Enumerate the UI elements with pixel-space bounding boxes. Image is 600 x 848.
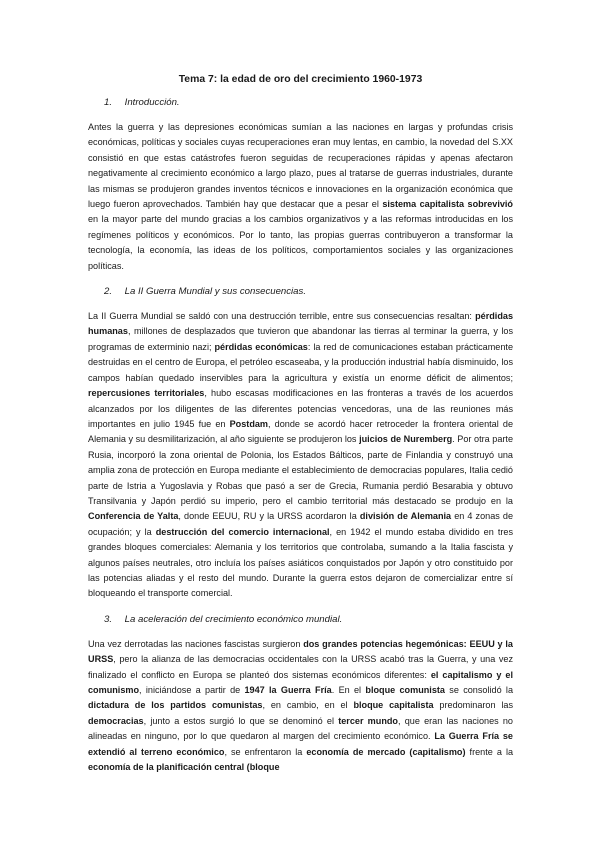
section-number: 2. <box>104 286 113 298</box>
bold-text-run: tercer mundo <box>338 715 398 726</box>
text-run: . Por otra parte Rusia, incorporó la zona oriental de Polonia, los Estados Bálticos, parte de Finlandia y construyó una amplia zona de protección en Europa mediante el establecimiento de democracias populares, Italia cedió parte de Istria a Yugoslavia y Robas que pasó a ser de Grecia, Rumania perdió Besarabia y obtuvo Transilvania y Japón perdió su imperio, pero el cambio territorial más destacado se produjo en la <box>88 434 514 506</box>
section-heading-text: La aceleración del crecimiento económico mundial. <box>124 613 343 625</box>
text-run: se consolidó la <box>444 685 514 695</box>
section-heading-text: La II Guerra Mundial y sus consecuencias. <box>124 286 306 298</box>
text-run: . En el <box>331 685 366 695</box>
bold-text-run: democracias <box>88 715 144 726</box>
bold-text-run: el capitalismo y el comunismo <box>88 669 513 695</box>
section-heading-text: Introducción. <box>124 97 180 108</box>
bold-text-run: bloque comunista <box>365 685 445 695</box>
text-run: , donde se acordó hacer retroceder la frontera oriental de Alemania y su desmilitarización, al año siguiente se produjeron los <box>88 418 514 445</box>
section-segunda-guerra-mundial <box>88 286 513 602</box>
bold-text-run: división de Alemania <box>359 511 452 522</box>
text-run: , donde EEUU, RU y la URSS acordaron la <box>178 511 360 522</box>
bold-text-run: Postdam <box>229 418 269 429</box>
text-run: Una vez derrotadas las naciones fascistas surgieron <box>88 638 304 649</box>
section-aceleracion-crecimiento <box>88 614 513 776</box>
bold-text-run: pérdidas económicas <box>214 341 308 352</box>
text-run: frente a la <box>465 746 514 757</box>
text-run: en 4 zonas de ocupación; y la <box>88 511 514 537</box>
text-run: La II Guerra Mundial se saldó con una destrucción terrible, entre sus consecuencias resaltan: <box>88 311 476 322</box>
bold-text-run: Conferencia de Yalta <box>88 511 179 522</box>
section-introduccion <box>88 97 513 274</box>
document-title: Tema 7: la edad de oro del crecimiento 1960-1973 <box>178 74 423 85</box>
bold-text-run: economía de mercado (capitalismo) <box>306 746 466 757</box>
bold-text-run: 1947 la Guerra Fría <box>244 685 332 695</box>
section-heading <box>104 614 513 625</box>
bold-text-run: economía de la planificación central (bloque <box>88 762 280 773</box>
text-run: en la mayor parte del mundo gracias a los cambios organizativos y a las reformas introducidas en los regímenes políticos y económicos. Por lo tanto, las propias guerras contribuyeron a transformar la tecnología, la economía, las ideas de los políticos, comportamientos sociales y las organizaciones políticas. <box>88 214 513 271</box>
text-run: , en cambio, en el <box>262 700 354 711</box>
bold-text-run: sistema capitalista sobrevivió <box>382 199 513 210</box>
text-run: , que eran las naciones no alineadas en ninguno, por lo que quedaron al margen del crecimiento económico. <box>88 715 513 742</box>
section-paragraph <box>88 637 513 776</box>
section-heading <box>104 97 513 108</box>
section-heading <box>104 286 513 297</box>
text-run: , hubo escasas modificaciones en las fronteras a través de los acuerdos alcanzados por los diligentes de las diferentes potencias vencedoras, una de las reuniones más importantes en julio 1945 fue en <box>88 388 514 429</box>
text-run: , se enfrentaron la <box>224 746 307 757</box>
text-run: : la red de comunicaciones estaban prácticamente destruidas en el centro de Europa, el petróleo escaseaba, y la producción industrial había disminuido, los campos habían quedado inservibles para la agricultura y existía un enorme déficit de alimentos; <box>88 341 513 383</box>
bold-text-run: juicios de Nuremberg <box>359 434 453 445</box>
text-run: Antes la guerra y las depresiones económicas sumían a las naciones en largas y profundas crisis económicas, políticas y sociales cuyas recuperaciones eran muy lentas, en cambio, la novedad del S.XX consistió en que estas catástrofes fueron seguidas de recuperaciones rápidas y apenas afectaron negativamente al crecimiento económico a largo plazo, pues al tratarse de guerras industriales, durante las mismas se produjeron grandes inventos técnicos e innovaciones en la organización económica que luego fueron aprovechados. También hay que destacar que a pesar el <box>88 122 513 210</box>
text-run: , en 1942 el mundo estaba dividido en tres grandes bloques comerciales: Alemania y los territorios que controlaba, sumando a la Italia fascista y algunos países neutrales, otro incluía los países asiáticos conquistados por Japón y otro constituido por las potencias aliadas y el resto del mundo. Durante la guerra estos dejaron de comercializar entre sí bloqueando el transporte comercial. <box>88 526 513 599</box>
section-paragraph <box>88 309 513 602</box>
bold-text-run: repercusiones territoriales <box>88 388 205 399</box>
bold-text-run: destrucción del comercio internacional <box>155 526 330 537</box>
section-number: 1. <box>104 97 113 108</box>
text-run: , pero la alianza de las democracias occidentales con la URSS acabó tras la Guerra, y una vez finalizado el conflicto en Europa se planteó dos sistemas económicos diferentes: <box>88 654 513 680</box>
section-number: 3. <box>104 613 113 625</box>
bold-text-run: dictadura de los partidos comunistas <box>88 700 263 711</box>
bold-text-run: La Guerra Fría se extendió al terreno económico <box>88 731 513 757</box>
text-run: , junto a estos surgió lo que se denominó el <box>143 715 339 726</box>
document-page <box>88 74 513 787</box>
text-run: , iniciándose a partir de <box>139 685 245 695</box>
section-paragraph <box>88 120 513 274</box>
text-run: predominaron las <box>433 700 514 711</box>
bold-text-run: pérdidas humanas <box>88 311 513 337</box>
bold-text-run: bloque capitalista <box>353 700 434 711</box>
bold-text-run: dos grandes potencias hegemónicas: EEUU y la URSS <box>88 638 513 665</box>
text-run: , millones de desplazados que tuvieron que abandonar las tierras al terminar la guerra, y los programas de exterminio nazi; <box>88 326 513 352</box>
